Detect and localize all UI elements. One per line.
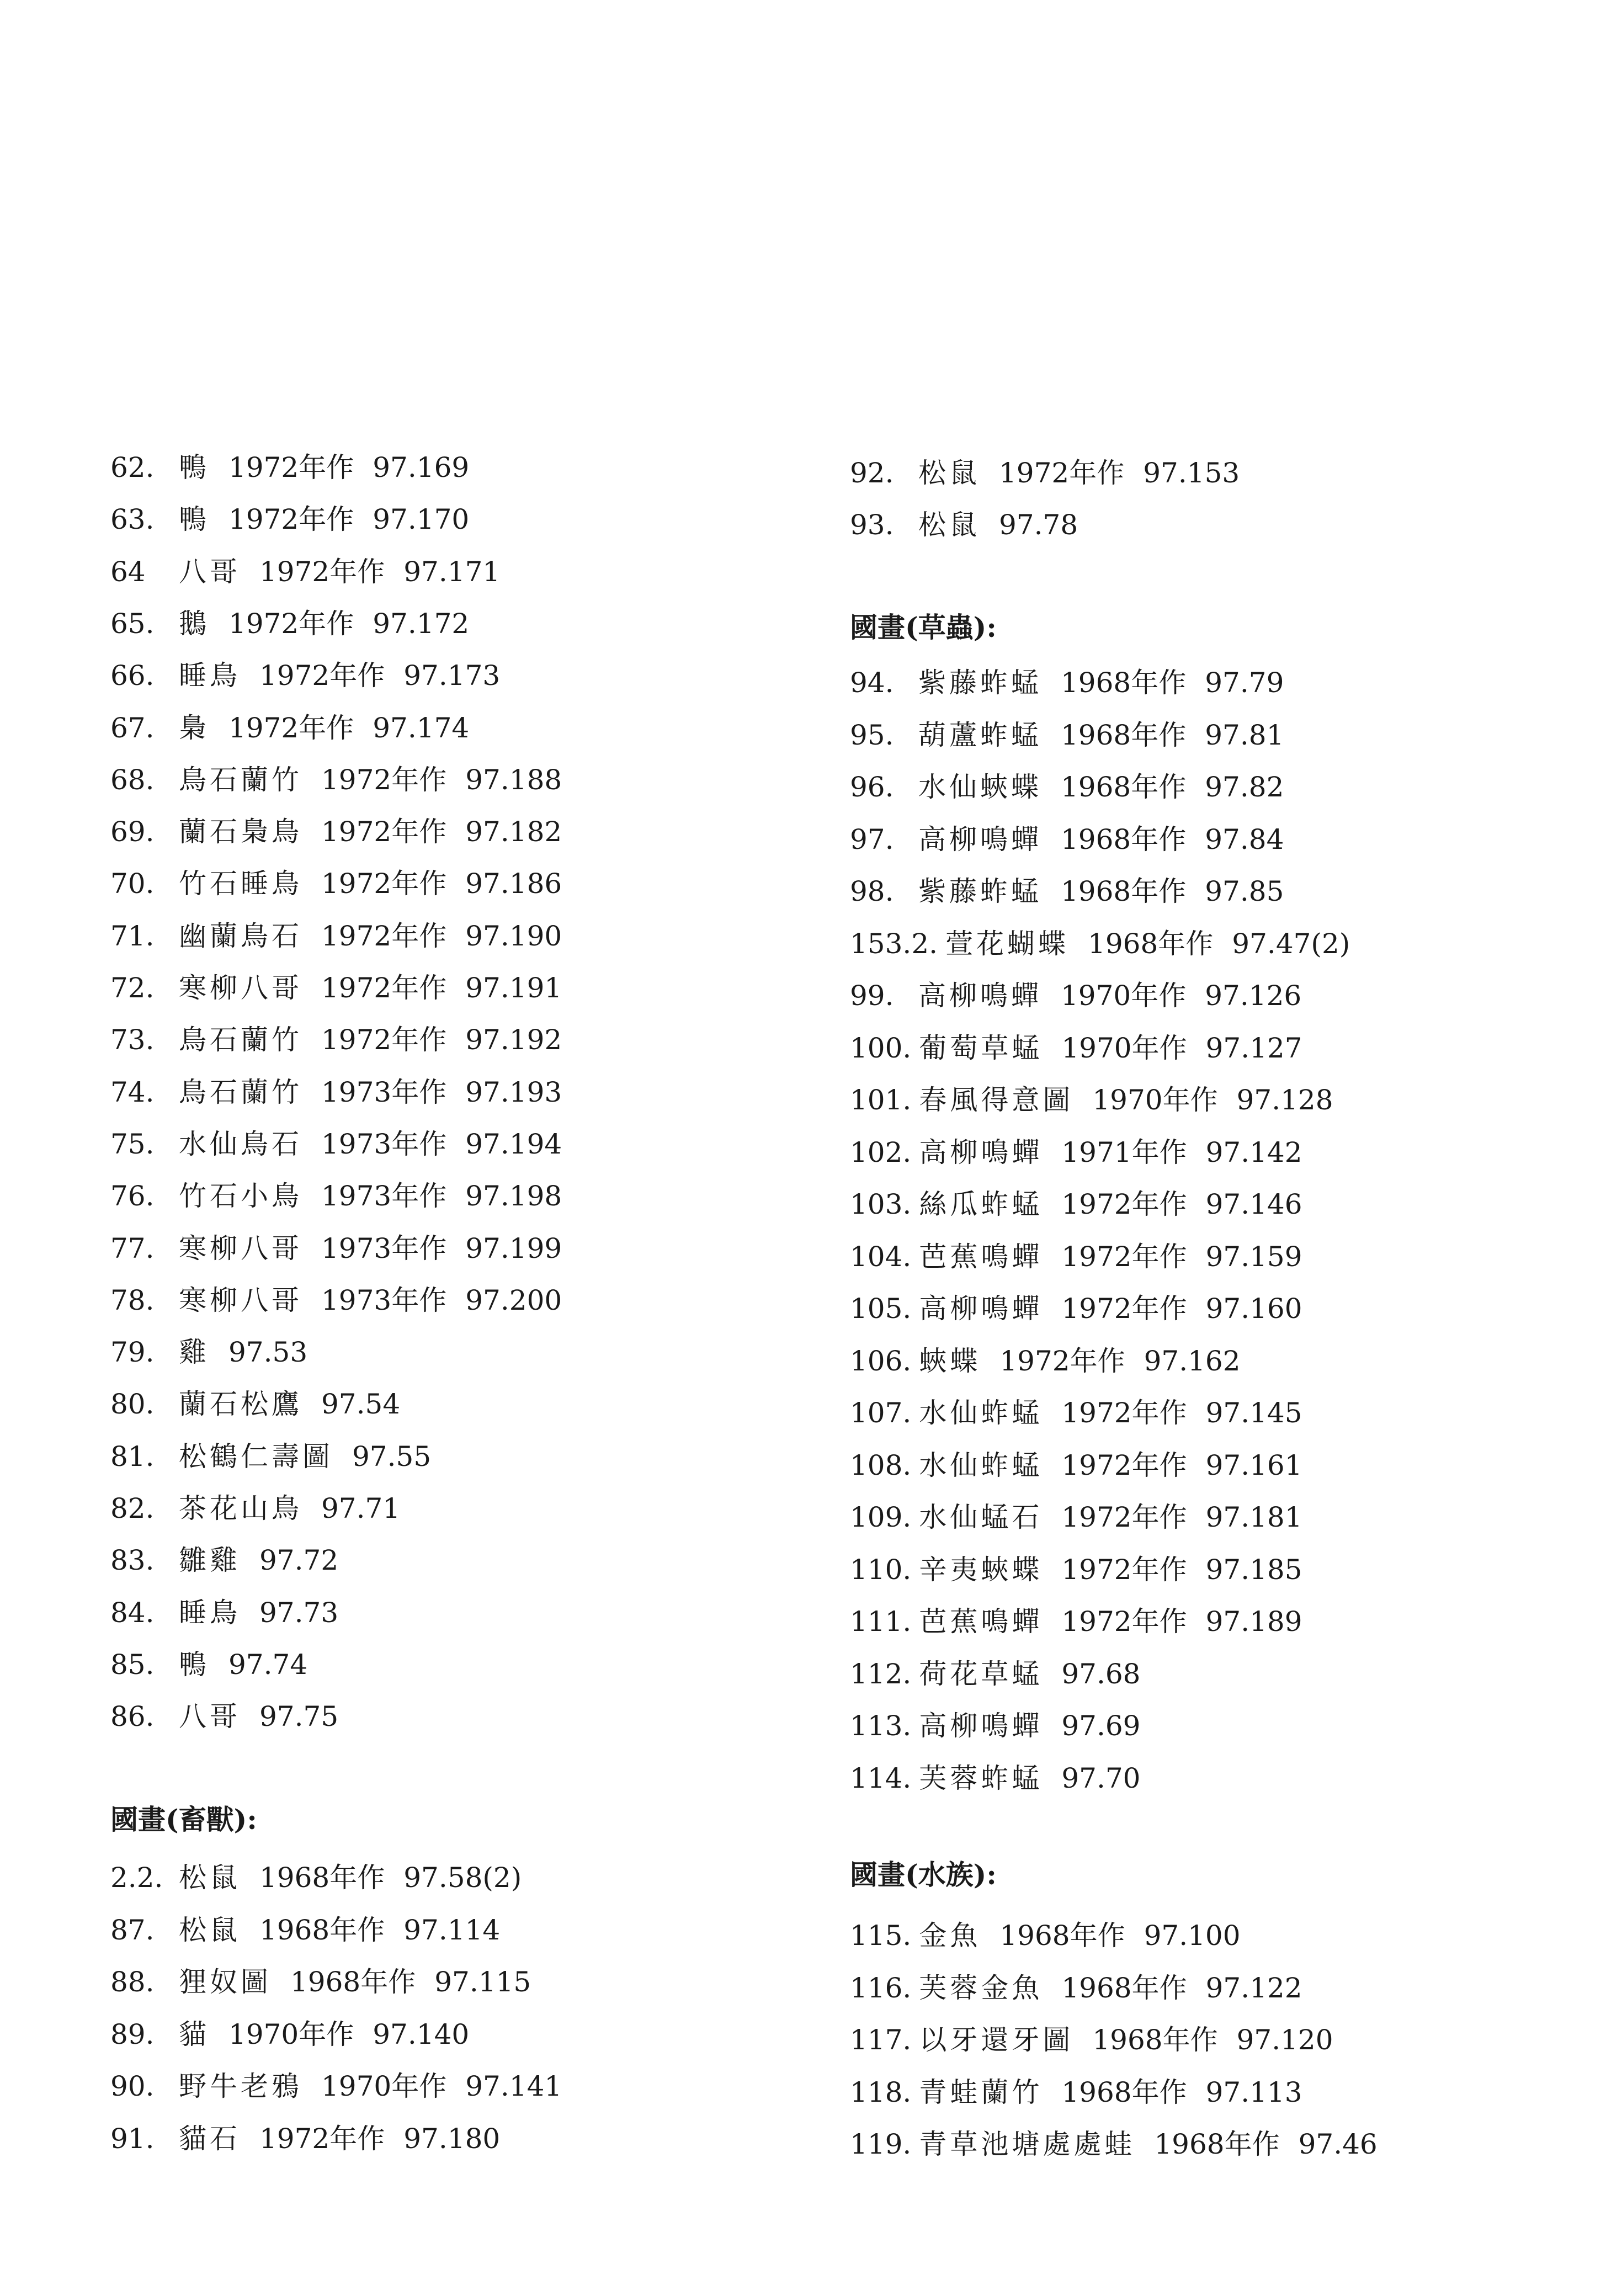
- entry-num: 90.: [110, 2070, 155, 2103]
- entry-title: 蘭石梟鳥: [179, 816, 302, 848]
- entry-num: 85.: [110, 1648, 155, 1681]
- entry-year: 1972年作: [228, 711, 354, 744]
- catalog-entry: [850, 1544, 1302, 1596]
- catalog-entry: [850, 1752, 1140, 1804]
- entry-year: 1971年作: [1061, 1136, 1187, 1168]
- entry-title: 野牛老鴉: [179, 2070, 302, 2103]
- catalog-entry: [110, 1223, 562, 1274]
- catalog-entry: [110, 493, 469, 545]
- entry-year: 1972年作: [1061, 1188, 1187, 1220]
- entry-acc: 97.84: [1205, 823, 1284, 855]
- entry-title: 葫蘆蚱蜢: [918, 719, 1042, 751]
- catalog-entry: [850, 1126, 1302, 1178]
- entry-acc: 97.146: [1205, 1188, 1302, 1220]
- entry-num: 68.: [110, 763, 155, 796]
- entry-year: 1968年作: [1061, 771, 1187, 803]
- entry-year: 1973年作: [321, 1232, 447, 1264]
- entry-num: 109.: [850, 1501, 912, 1533]
- entry-num: 67.: [110, 711, 155, 744]
- catalog-entry: [110, 1431, 431, 1482]
- entry-num: 105.: [850, 1293, 912, 1325]
- entry-year: 1972年作: [321, 816, 447, 848]
- entry-acc: 97.73: [259, 1596, 339, 1629]
- entry-acc: 97.198: [465, 1180, 562, 1213]
- entry-num: 153.2.: [850, 927, 938, 960]
- entry-year: 1968年作: [290, 1966, 416, 1999]
- entry-title: 寒柳八哥: [179, 1232, 302, 1264]
- catalog-entry: [110, 1326, 307, 1378]
- entry-num: 103.: [850, 1188, 912, 1220]
- catalog-entry: [110, 1274, 562, 1326]
- entry-title: 芙蓉蚱蜢: [919, 1762, 1043, 1794]
- catalog-entry: [110, 1014, 562, 1066]
- entry-title: 葡萄草蜢: [919, 1032, 1043, 1064]
- entry-title: 高柳鳴蟬: [919, 1136, 1043, 1168]
- entry-title: 貓石: [179, 2123, 241, 2155]
- entry-acc: 97.70: [1061, 1762, 1141, 1794]
- entry-year: 1972年作: [1061, 1240, 1187, 1273]
- catalog-entry: [110, 2008, 469, 2060]
- entry-num: 80.: [110, 1388, 155, 1421]
- entry-acc: 97.78: [999, 509, 1078, 541]
- entry-acc: 97.82: [1205, 771, 1284, 803]
- entry-title: 水仙鳥石: [179, 1128, 302, 1160]
- entry-year: 1968年作: [1088, 927, 1214, 960]
- entry-acc: 97.193: [465, 1076, 562, 1108]
- entry-title: 寒柳八哥: [179, 1284, 302, 1316]
- entry-year: 1970年作: [1061, 980, 1187, 1012]
- entry-num: 118.: [850, 2076, 912, 2108]
- entry-year: 1972年作: [999, 1344, 1125, 1377]
- catalog-entry: [850, 1491, 1302, 1543]
- entry-title: 雛雞: [179, 1544, 241, 1577]
- entry-acc: 97.141: [465, 2070, 562, 2103]
- entry-num: 94.: [850, 667, 894, 699]
- entry-num: 91.: [110, 2123, 155, 2155]
- entry-acc: 97.194: [465, 1128, 562, 1160]
- entry-title: 絲瓜蚱蜢: [919, 1188, 1043, 1220]
- entry-acc: 97.47(2): [1232, 927, 1350, 960]
- entry-year: 1972年作: [259, 660, 385, 692]
- entry-num: 81.: [110, 1440, 155, 1473]
- entry-num: 65.: [110, 607, 155, 640]
- entry-acc: 97.171: [403, 555, 501, 588]
- catalog-entry: [110, 1170, 562, 1222]
- entry-acc: 97.153: [1143, 457, 1240, 489]
- entry-acc: 97.128: [1236, 1084, 1333, 1116]
- entry-num: 113.: [850, 1710, 912, 1742]
- entry-acc: 97.53: [228, 1336, 308, 1369]
- entry-year: 1972年作: [321, 763, 447, 796]
- entry-title: 松鼠: [179, 1914, 241, 1946]
- catalog-entry: [110, 1691, 338, 1742]
- entry-title: 松鼠: [918, 509, 980, 541]
- entry-acc: 97.162: [1144, 1344, 1241, 1377]
- entry-acc: 97.181: [1205, 1501, 1302, 1533]
- entry-num: 86.: [110, 1700, 155, 1733]
- catalog-entry: [110, 1066, 562, 1118]
- catalog-entry: [850, 1231, 1302, 1283]
- entry-num: 108.: [850, 1449, 912, 1481]
- entry-year: 1972年作: [999, 457, 1125, 489]
- entry-acc: 97.54: [321, 1388, 401, 1421]
- catalog-entry: [850, 1962, 1302, 2014]
- entry-year: 1972年作: [228, 607, 354, 640]
- entry-title: 高柳鳴蟬: [919, 1293, 1043, 1325]
- section-heading-aquatic: 國畫(水族):: [850, 1858, 997, 1891]
- entry-acc: 97.145: [1205, 1397, 1302, 1429]
- entry-title: 水仙蚱蜢: [919, 1449, 1043, 1481]
- entry-acc: 97.75: [259, 1700, 339, 1733]
- entry-acc: 97.199: [465, 1232, 562, 1264]
- entry-year: 1973年作: [321, 1284, 447, 1316]
- entry-year: 1970年作: [321, 2070, 447, 2103]
- catalog-entry: [110, 1852, 522, 1904]
- entry-acc: 97.113: [1205, 2076, 1302, 2108]
- entry-num: 89.: [110, 2018, 155, 2050]
- entry-title: 紫藤蚱蜢: [918, 875, 1042, 907]
- entry-year: 1970年作: [1061, 1032, 1187, 1064]
- entry-num: 95.: [850, 719, 894, 751]
- entry-acc: 97.186: [465, 868, 562, 900]
- entry-num: 71.: [110, 920, 155, 952]
- entry-acc: 97.72: [259, 1544, 339, 1577]
- entry-acc: 97.172: [373, 607, 470, 640]
- entry-num: 73.: [110, 1024, 155, 1056]
- catalog-entry: [110, 1118, 562, 1170]
- entry-year: 1968年作: [1061, 667, 1187, 699]
- entry-num: 106.: [850, 1344, 912, 1377]
- entry-acc: 97.81: [1205, 719, 1284, 751]
- entry-title: 鴨: [179, 451, 210, 483]
- entry-title: 水仙蜢石: [919, 1501, 1043, 1533]
- entry-num: 76.: [110, 1180, 155, 1213]
- entry-num: 111.: [850, 1606, 912, 1638]
- section-heading-insects: 國畫(草蟲):: [850, 611, 997, 644]
- entry-acc: 97.114: [403, 1914, 501, 1946]
- entry-title: 鴨: [179, 1648, 210, 1681]
- entry-title: 水仙蚱蜢: [919, 1397, 1043, 1429]
- entry-num: 79.: [110, 1336, 155, 1369]
- entry-title: 以牙還牙圖: [919, 2024, 1074, 2056]
- entry-num: 66.: [110, 660, 155, 692]
- entry-num: 117.: [850, 2024, 912, 2056]
- catalog-entry: [850, 2066, 1302, 2118]
- catalog-entry: [110, 910, 562, 962]
- entry-year: 1972年作: [259, 2123, 385, 2155]
- catalog-entry: [850, 2118, 1378, 2170]
- entry-num: 115.: [850, 1920, 912, 1952]
- entry-title: 寒柳八哥: [179, 972, 302, 1004]
- catalog-entry: [850, 865, 1284, 917]
- entry-year: 1968年作: [1154, 2128, 1280, 2160]
- entry-num: 84.: [110, 1596, 155, 1629]
- entry-acc: 97.188: [465, 763, 562, 796]
- entry-year: 1968年作: [1092, 2024, 1218, 2056]
- entry-year: 1970年作: [228, 2018, 354, 2050]
- entry-year: 1968年作: [1061, 1971, 1187, 2004]
- entry-title: 金魚: [919, 1920, 981, 1952]
- entry-year: 1973年作: [321, 1128, 447, 1160]
- catalog-entry: [110, 2113, 500, 2165]
- entry-num: 104.: [850, 1240, 912, 1273]
- section-heading-animals: 國畫(畜獸):: [110, 1803, 257, 1836]
- entry-year: 1968年作: [259, 1914, 385, 1946]
- catalog-entry: [110, 858, 562, 910]
- catalog-entry: [110, 598, 469, 650]
- entry-title: 八哥: [179, 555, 241, 588]
- entry-acc: 97.69: [1061, 1710, 1141, 1742]
- entry-title: 芙蓉金魚: [919, 1971, 1043, 2004]
- entry-num: 101.: [850, 1084, 912, 1116]
- entry-title: 睡鳥: [179, 1596, 241, 1629]
- entry-num: 82.: [110, 1492, 155, 1524]
- entry-year: 1968年作: [259, 1862, 385, 1894]
- entry-acc: 97.127: [1205, 1032, 1302, 1064]
- entry-num: 88.: [110, 1966, 155, 1999]
- entry-title: 荷花草蜢: [919, 1657, 1043, 1690]
- catalog-entry: [850, 1648, 1140, 1700]
- entry-title: 松鶴仁壽圖: [179, 1440, 333, 1473]
- entry-acc: 97.160: [1205, 1293, 1302, 1325]
- catalog-entry: [850, 1910, 1241, 1962]
- entry-year: 1968年作: [1061, 2076, 1187, 2108]
- entry-acc: 97.173: [403, 660, 501, 692]
- entry-num: 83.: [110, 1544, 155, 1577]
- entry-acc: 97.180: [403, 2123, 501, 2155]
- entry-title: 萱花蝴蝶: [945, 927, 1070, 960]
- entry-acc: 97.191: [465, 972, 562, 1004]
- entry-title: 幽蘭鳥石: [179, 920, 302, 952]
- entry-year: 1972年作: [321, 1024, 447, 1056]
- entry-acc: 97.85: [1205, 875, 1284, 907]
- entry-title: 鴨: [179, 503, 210, 536]
- entry-acc: 97.100: [1144, 1920, 1241, 1952]
- entry-num: 114.: [850, 1762, 912, 1794]
- entry-title: 芭蕉鳴蟬: [919, 1606, 1043, 1638]
- entry-title: 蘭石松鷹: [179, 1388, 302, 1421]
- entry-num: 112.: [850, 1657, 912, 1690]
- entry-num: 92.: [850, 457, 894, 489]
- entry-acc: 97.159: [1205, 1240, 1302, 1273]
- entry-year: 1973年作: [321, 1180, 447, 1213]
- catalog-entry: [850, 499, 1078, 551]
- entry-title: 高柳鳴蟬: [918, 823, 1042, 855]
- entry-title: 雞: [179, 1336, 210, 1369]
- entry-acc: 97.182: [465, 816, 562, 848]
- entry-acc: 97.79: [1205, 667, 1284, 699]
- entry-acc: 97.120: [1236, 2024, 1333, 2056]
- catalog-entry: [110, 546, 500, 598]
- entry-num: 78.: [110, 1284, 155, 1316]
- entry-year: 1968年作: [1061, 719, 1187, 751]
- entry-num: 96.: [850, 771, 894, 803]
- entry-title: 鳥石蘭竹: [179, 763, 302, 796]
- entry-title: 辛夷蛺蝶: [919, 1553, 1043, 1586]
- entry-year: 1972年作: [228, 503, 354, 536]
- entry-year: 1972年作: [228, 451, 354, 483]
- entry-year: 1968年作: [1061, 823, 1187, 855]
- catalog-entry: [110, 442, 469, 493]
- entry-num: 97.: [850, 823, 894, 855]
- entry-title: 青蛙蘭竹: [919, 2076, 1043, 2108]
- entry-num: 98.: [850, 875, 894, 907]
- entry-title: 高柳鳴蟬: [919, 1710, 1043, 1742]
- entry-num: 70.: [110, 868, 155, 900]
- entry-num: 87.: [110, 1914, 155, 1946]
- entry-acc: 97.174: [373, 711, 470, 744]
- entry-title: 竹石睡鳥: [179, 868, 302, 900]
- entry-num: 116.: [850, 1971, 912, 2004]
- entry-year: 1973年作: [321, 1076, 447, 1108]
- entry-title: 鳥石蘭竹: [179, 1024, 302, 1056]
- entry-year: 1972年作: [321, 868, 447, 900]
- catalog-entry: [850, 918, 1350, 970]
- entry-num: 69.: [110, 816, 155, 848]
- catalog-entry: [110, 650, 500, 701]
- entry-year: 1968年作: [999, 1920, 1125, 1952]
- catalog-entry: [110, 806, 562, 858]
- entry-title: 茶花山鳥: [179, 1492, 302, 1524]
- entry-num: 100.: [850, 1032, 912, 1064]
- entry-acc: 97.200: [465, 1284, 562, 1316]
- entry-title: 鳥石蘭竹: [179, 1076, 302, 1108]
- entry-num: 2.2.: [110, 1862, 163, 1894]
- entry-num: 110.: [850, 1553, 912, 1586]
- catalog-entry: [850, 1178, 1302, 1230]
- entry-num: 119.: [850, 2128, 912, 2160]
- entry-year: 1970年作: [1092, 1084, 1218, 1116]
- entry-num: 102.: [850, 1136, 912, 1168]
- entry-acc: 97.74: [228, 1648, 308, 1681]
- catalog-entry: [110, 2060, 562, 2112]
- entry-title: 鵝: [179, 607, 210, 640]
- entry-title: 貓: [179, 2018, 210, 2050]
- entry-acc: 97.55: [352, 1440, 432, 1473]
- entry-year: 1972年作: [1061, 1449, 1187, 1481]
- catalog-entry: [850, 761, 1284, 813]
- entry-title: 竹石小鳥: [179, 1180, 302, 1213]
- catalog-entry: [850, 1283, 1302, 1335]
- entry-title: 梟: [179, 711, 210, 744]
- entry-num: 63.: [110, 503, 155, 536]
- entry-acc: 97.58(2): [403, 1862, 522, 1894]
- catalog-entry: [110, 702, 469, 754]
- entry-num: 64: [110, 555, 146, 588]
- entry-acc: 97.189: [1205, 1606, 1302, 1638]
- catalog-entry: [110, 1378, 400, 1430]
- entry-year: 1972年作: [1061, 1501, 1187, 1533]
- entry-num: 75.: [110, 1128, 155, 1160]
- catalog-entry: [850, 814, 1284, 865]
- entry-acc: 97.122: [1205, 1971, 1302, 2004]
- catalog-entry: [850, 1335, 1241, 1387]
- entry-num: 62.: [110, 451, 155, 483]
- catalog-entry: [850, 1700, 1140, 1752]
- catalog-entry: [850, 657, 1284, 709]
- entry-acc: 97.140: [373, 2018, 470, 2050]
- entry-title: 紫藤蚱蜢: [918, 667, 1042, 699]
- catalog-entry: [850, 1022, 1302, 1074]
- catalog-entry: [850, 1596, 1302, 1647]
- entry-acc: 97.126: [1205, 980, 1302, 1012]
- entry-title: 青草池塘處處蛙: [919, 2128, 1136, 2160]
- entry-year: 1972年作: [1061, 1606, 1187, 1638]
- entry-year: 1972年作: [1061, 1553, 1187, 1586]
- entry-acc: 97.68: [1061, 1657, 1141, 1690]
- catalog-entry: [110, 1534, 338, 1586]
- entry-title: 八哥: [179, 1700, 241, 1733]
- entry-acc: 97.71: [321, 1492, 401, 1524]
- catalog-entry: [850, 709, 1284, 761]
- entry-acc: 97.170: [373, 503, 470, 536]
- entry-num: 77.: [110, 1232, 155, 1264]
- catalog-entry: [110, 754, 562, 806]
- entry-year: 1968年作: [1061, 875, 1187, 907]
- entry-title: 高柳鳴蟬: [918, 980, 1042, 1012]
- entry-acc: 97.185: [1205, 1553, 1302, 1586]
- catalog-entry: [110, 1956, 531, 2008]
- entry-title: 蛺蝶: [919, 1344, 981, 1377]
- catalog-entry: [850, 2014, 1333, 2066]
- entry-num: 99.: [850, 980, 894, 1012]
- catalog-entry: [850, 970, 1301, 1022]
- catalog-entry: [850, 1074, 1333, 1126]
- entry-year: 1972年作: [1061, 1397, 1187, 1429]
- entry-title: 松鼠: [179, 1862, 241, 1894]
- catalog-entry: [110, 1587, 338, 1639]
- entry-acc: 97.192: [465, 1024, 562, 1056]
- catalog-entry: [850, 447, 1240, 499]
- catalog-entry: [110, 1639, 307, 1691]
- entry-title: 春風得意圖: [919, 1084, 1074, 1116]
- entry-title: 狸奴圖: [179, 1966, 272, 1999]
- entry-num: 93.: [850, 509, 894, 541]
- catalog-entry: [850, 1439, 1302, 1491]
- entry-acc: 97.190: [465, 920, 562, 952]
- entry-year: 1972年作: [1061, 1293, 1187, 1325]
- catalog-entry: [110, 962, 562, 1014]
- entry-year: 1972年作: [321, 920, 447, 952]
- entry-num: 74.: [110, 1076, 155, 1108]
- entry-acc: 97.161: [1205, 1449, 1302, 1481]
- entry-year: 1972年作: [321, 972, 447, 1004]
- entry-num: 72.: [110, 972, 155, 1004]
- entry-acc: 97.142: [1205, 1136, 1302, 1168]
- entry-title: 芭蕉鳴蟬: [919, 1240, 1043, 1273]
- catalog-entry: [110, 1482, 400, 1534]
- entry-title: 松鼠: [918, 457, 980, 489]
- entry-num: 107.: [850, 1397, 912, 1429]
- catalog-entry: [850, 1387, 1302, 1439]
- entry-acc: 97.46: [1298, 2128, 1378, 2160]
- entry-title: 睡鳥: [179, 660, 241, 692]
- entry-title: 水仙蛺蝶: [918, 771, 1042, 803]
- entry-year: 1972年作: [259, 555, 385, 588]
- catalog-entry: [110, 1904, 500, 1956]
- entry-acc: 97.169: [373, 451, 470, 483]
- entry-acc: 97.115: [434, 1966, 531, 1999]
